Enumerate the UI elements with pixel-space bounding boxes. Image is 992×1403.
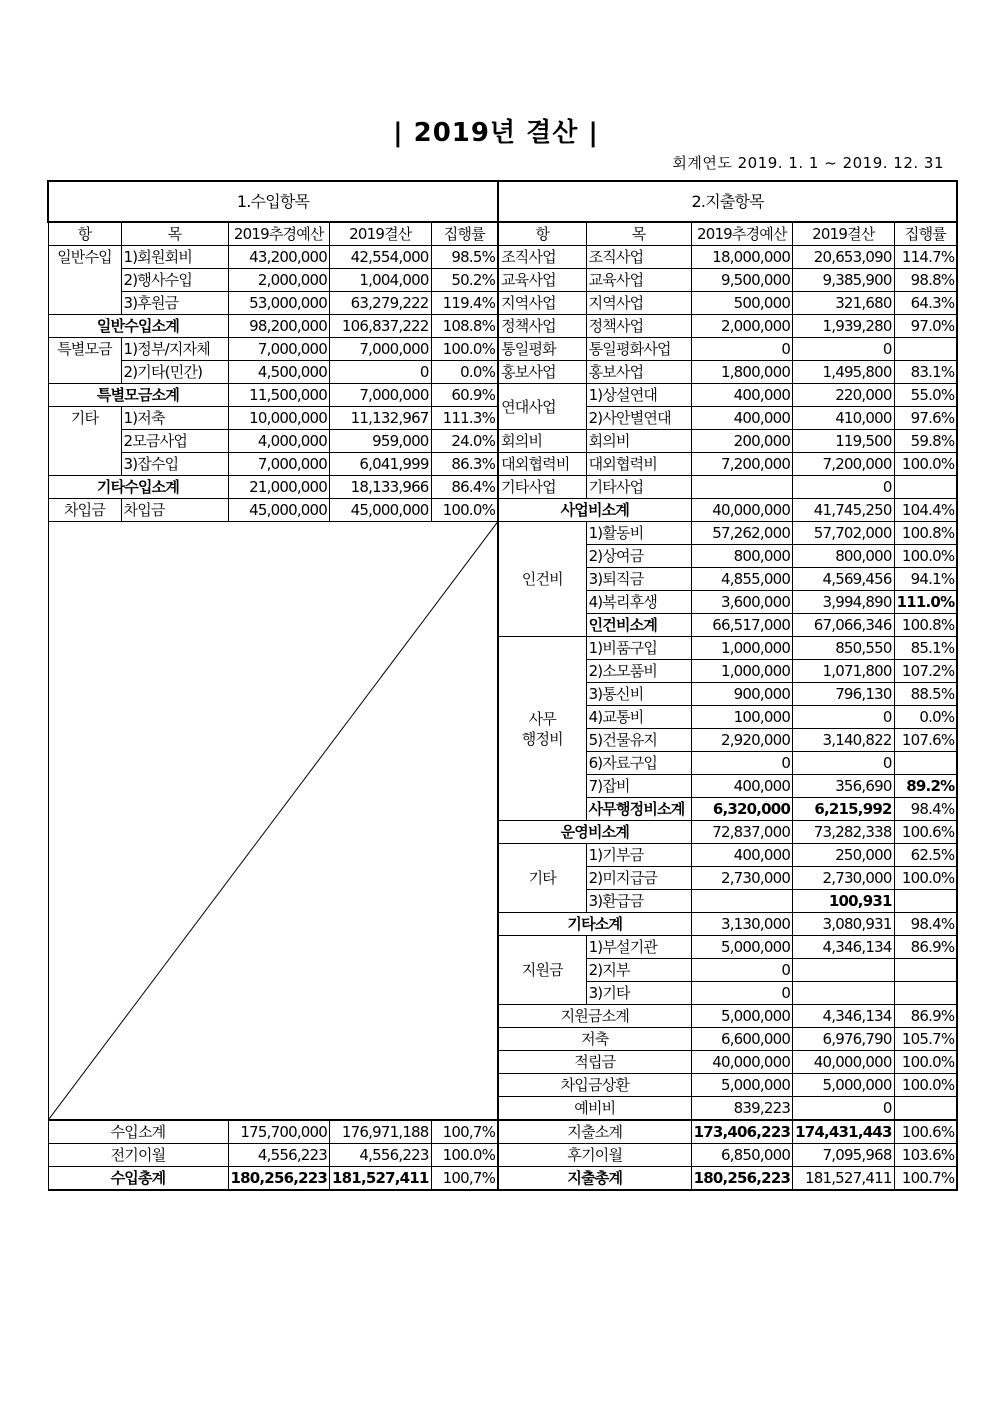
income-actual: 1,004,000 bbox=[330, 269, 432, 292]
expense-budget: 400,000 bbox=[691, 844, 793, 867]
expense-actual: 4,346,134 bbox=[793, 1005, 895, 1028]
income-rate: 111.3% bbox=[431, 407, 498, 430]
income-total-label: 수입총계 bbox=[48, 1167, 228, 1191]
expense-budget: 40,000,000 bbox=[691, 499, 793, 522]
table-row bbox=[48, 453, 957, 476]
income-rate: 0.0% bbox=[431, 361, 498, 384]
page-title: | 2019년 결산 | bbox=[393, 118, 599, 148]
expense-rate: 98.8% bbox=[894, 269, 957, 292]
expense-actual: 5,000,000 bbox=[793, 1074, 895, 1097]
expense-mok: 기타사업 bbox=[586, 476, 691, 499]
income-mok: 1)정부/지자체 bbox=[121, 338, 228, 361]
totals-row bbox=[48, 1144, 957, 1167]
expense-hang: 홍보사업 bbox=[498, 361, 586, 384]
expense-budget: 2,920,000 bbox=[691, 729, 793, 752]
expense-actual: 20,653,090 bbox=[793, 246, 895, 269]
section-header-row bbox=[48, 181, 957, 222]
expense-mok: 6)자료구입 bbox=[586, 752, 691, 775]
expense-group-solidarity: 연대사업 bbox=[498, 384, 586, 430]
expense-actual: 796,130 bbox=[793, 683, 895, 706]
expense-budget bbox=[691, 890, 793, 913]
expense-group-admin bbox=[498, 637, 586, 821]
income-rate: 119.4% bbox=[431, 292, 498, 315]
expense-actual: 174,431,443 bbox=[793, 1120, 895, 1144]
income-budget: 21,000,000 bbox=[228, 476, 330, 499]
diagonal-line bbox=[49, 522, 498, 1119]
expense-budget: 500,000 bbox=[691, 292, 793, 315]
expense-mok: 2)소모품비 bbox=[586, 660, 691, 683]
income-mok: 3)후원금 bbox=[121, 292, 228, 315]
expense-mok: 조직사업 bbox=[586, 246, 691, 269]
expense-mok: 2)지부 bbox=[586, 959, 691, 982]
expense-subtotal-label: 지원금소계 bbox=[498, 1005, 691, 1028]
expense-hang: 조직사업 bbox=[498, 246, 586, 269]
income-group-general: 일반수입 bbox=[48, 246, 121, 315]
expense-subtotal-label: 저축 bbox=[498, 1028, 691, 1051]
expense-mok: 7)잡비 bbox=[586, 775, 691, 798]
income-rate: 86.4% bbox=[431, 476, 498, 499]
expense-budget: 57,262,000 bbox=[691, 522, 793, 545]
expense-actual: 3,080,931 bbox=[793, 913, 895, 936]
expense-rate: 100.6% bbox=[894, 1120, 957, 1144]
expense-subtotal-label: 운영비소계 bbox=[498, 821, 691, 844]
expense-actual: 220,000 bbox=[793, 384, 895, 407]
expense-subtotal-label: 사무행정비소계 bbox=[586, 798, 691, 821]
income-budget: 4,500,000 bbox=[228, 361, 330, 384]
expense-rate bbox=[894, 752, 957, 775]
expense-actual: 410,000 bbox=[793, 407, 895, 430]
expense-hang: 통일평화 bbox=[498, 338, 586, 361]
expense-actual: 41,745,250 bbox=[793, 499, 895, 522]
expense-actual: 119,500 bbox=[793, 430, 895, 453]
expense-actual: 250,000 bbox=[793, 844, 895, 867]
expense-total-label: 후기이월 bbox=[498, 1144, 691, 1167]
income-budget: 98,200,000 bbox=[228, 315, 330, 338]
expense-rate: 100.0% bbox=[894, 867, 957, 890]
expense-hang: 회의비 bbox=[498, 430, 586, 453]
col-header: 집행률 bbox=[431, 222, 498, 246]
expense-budget: 6,600,000 bbox=[691, 1028, 793, 1051]
expense-actual: 1,071,800 bbox=[793, 660, 895, 683]
expense-actual: 850,550 bbox=[793, 637, 895, 660]
expense-budget: 6,320,000 bbox=[691, 798, 793, 821]
expense-budget: 173,406,223 bbox=[691, 1120, 793, 1144]
expense-group-support: 지원금 bbox=[498, 936, 586, 1005]
expense-mok: 회의비 bbox=[586, 430, 691, 453]
expense-rate: 86.9% bbox=[894, 936, 957, 959]
income-mok: 2모금사업 bbox=[121, 430, 228, 453]
expense-rate: 97.6% bbox=[894, 407, 957, 430]
table-row bbox=[48, 361, 957, 384]
expense-subtotal-label: 차입금상환 bbox=[498, 1074, 691, 1097]
expense-actual: 0 bbox=[793, 706, 895, 729]
expense-actual: 321,680 bbox=[793, 292, 895, 315]
col-header: 집행률 bbox=[894, 222, 957, 246]
expense-budget: 2,000,000 bbox=[691, 315, 793, 338]
expense-rate: 107.6% bbox=[894, 729, 957, 752]
expense-subtotal-label: 적립금 bbox=[498, 1051, 691, 1074]
table-row bbox=[48, 292, 957, 315]
expense-actual: 0 bbox=[793, 338, 895, 361]
expense-actual: 6,976,790 bbox=[793, 1028, 895, 1051]
expense-budget: 0 bbox=[691, 982, 793, 1005]
income-actual: 63,279,222 bbox=[330, 292, 432, 315]
expense-rate: 104.4% bbox=[894, 499, 957, 522]
table-row bbox=[48, 315, 957, 338]
income-actual: 6,041,999 bbox=[330, 453, 432, 476]
expense-rate: 62.5% bbox=[894, 844, 957, 867]
income-budget: 2,000,000 bbox=[228, 269, 330, 292]
expense-budget: 1,800,000 bbox=[691, 361, 793, 384]
expense-group-other: 기타 bbox=[498, 844, 586, 913]
table-row bbox=[48, 430, 957, 453]
income-mok: 2)행사수입 bbox=[121, 269, 228, 292]
income-actual: 7,000,000 bbox=[330, 338, 432, 361]
table-row bbox=[48, 476, 957, 499]
expense-rate: 100.0% bbox=[894, 1051, 957, 1074]
expense-actual bbox=[793, 959, 895, 982]
expense-rate bbox=[894, 476, 957, 499]
expense-mok: 4)교통비 bbox=[586, 706, 691, 729]
table-row bbox=[48, 522, 957, 545]
expense-rate: 100.0% bbox=[894, 453, 957, 476]
expense-mok: 1)비품구입 bbox=[586, 637, 691, 660]
expense-group-personnel: 인건비 bbox=[498, 522, 586, 637]
expense-mok: 2)상여금 bbox=[586, 545, 691, 568]
table-row bbox=[48, 269, 957, 292]
income-rate: 100.0% bbox=[431, 1144, 498, 1167]
expense-mok: 교육사업 bbox=[586, 269, 691, 292]
income-budget: 4,000,000 bbox=[228, 430, 330, 453]
income-actual: 181,527,411 bbox=[330, 1167, 432, 1191]
expense-rate: 105.7% bbox=[894, 1028, 957, 1051]
income-actual: 106,837,222 bbox=[330, 315, 432, 338]
expense-actual: 0 bbox=[793, 1097, 895, 1121]
income-budget: 53,000,000 bbox=[228, 292, 330, 315]
expense-budget bbox=[691, 476, 793, 499]
expense-rate: 55.0% bbox=[894, 384, 957, 407]
expense-budget: 0 bbox=[691, 752, 793, 775]
expense-subtotal-label: 예비비 bbox=[498, 1097, 691, 1121]
income-actual: 18,133,966 bbox=[330, 476, 432, 499]
expense-rate bbox=[894, 959, 957, 982]
expense-budget: 66,517,000 bbox=[691, 614, 793, 637]
income-actual: 959,000 bbox=[330, 430, 432, 453]
admin-label-line1: 사무 bbox=[528, 709, 556, 728]
expense-actual: 181,527,411 bbox=[793, 1167, 895, 1191]
expense-mok: 1)활동비 bbox=[586, 522, 691, 545]
expense-mok: 2)미지급금 bbox=[586, 867, 691, 890]
table-row bbox=[48, 338, 957, 361]
expense-rate: 59.8% bbox=[894, 430, 957, 453]
expense-budget: 0 bbox=[691, 959, 793, 982]
expense-budget: 2,730,000 bbox=[691, 867, 793, 890]
expense-actual: 6,215,992 bbox=[793, 798, 895, 821]
income-rate: 100,7% bbox=[431, 1120, 498, 1144]
income-mok: 차입금 bbox=[121, 499, 228, 522]
expense-actual: 57,702,000 bbox=[793, 522, 895, 545]
income-subtotal-label: 기타수입소계 bbox=[48, 476, 228, 499]
totals-row bbox=[48, 1167, 957, 1191]
table-row bbox=[48, 246, 957, 269]
expense-rate: 83.1% bbox=[894, 361, 957, 384]
expense-actual: 356,690 bbox=[793, 775, 895, 798]
income-actual: 42,554,000 bbox=[330, 246, 432, 269]
expense-mok: 지역사업 bbox=[586, 292, 691, 315]
expense-budget: 1,000,000 bbox=[691, 637, 793, 660]
expense-rate bbox=[894, 338, 957, 361]
income-mok: 1)회원회비 bbox=[121, 246, 228, 269]
expense-total-label: 지출소계 bbox=[498, 1120, 691, 1144]
col-header: 목 bbox=[586, 222, 691, 246]
expense-rate: 94.1% bbox=[894, 568, 957, 591]
expense-actual: 67,066,346 bbox=[793, 614, 895, 637]
income-actual: 4,556,223 bbox=[330, 1144, 432, 1167]
income-budget: 175,700,000 bbox=[228, 1120, 330, 1144]
expense-actual: 1,495,800 bbox=[793, 361, 895, 384]
income-section-title: 1.수입항목 bbox=[48, 181, 498, 222]
income-actual: 0 bbox=[330, 361, 432, 384]
expense-budget: 6,850,000 bbox=[691, 1144, 793, 1167]
expense-rate: 100.0% bbox=[894, 1074, 957, 1097]
expense-mok: 1)기부금 bbox=[586, 844, 691, 867]
income-rate: 98.5% bbox=[431, 246, 498, 269]
income-total-label: 전기이월 bbox=[48, 1144, 228, 1167]
expense-section-title: 2.지출항목 bbox=[498, 181, 957, 222]
expense-subtotal-label: 사업비소계 bbox=[498, 499, 691, 522]
expense-mok: 2)사안별연대 bbox=[586, 407, 691, 430]
table-row bbox=[48, 384, 957, 407]
expense-actual: 800,000 bbox=[793, 545, 895, 568]
expense-hang: 교육사업 bbox=[498, 269, 586, 292]
expense-actual: 7,095,968 bbox=[793, 1144, 895, 1167]
expense-hang: 대외협력비 bbox=[498, 453, 586, 476]
expense-rate: 100.8% bbox=[894, 614, 957, 637]
expense-rate bbox=[894, 1097, 957, 1121]
expense-actual bbox=[793, 982, 895, 1005]
expense-rate: 89.2% bbox=[894, 775, 957, 798]
income-total-label: 수입소계 bbox=[48, 1120, 228, 1144]
expense-rate: 88.5% bbox=[894, 683, 957, 706]
income-rate: 60.9% bbox=[431, 384, 498, 407]
expense-budget: 5,000,000 bbox=[691, 1074, 793, 1097]
col-header: 2019결산 bbox=[793, 222, 895, 246]
expense-budget: 200,000 bbox=[691, 430, 793, 453]
col-header: 2019결산 bbox=[330, 222, 432, 246]
column-header-row bbox=[48, 222, 957, 246]
expense-mok: 홍보사업 bbox=[586, 361, 691, 384]
expense-budget: 0 bbox=[691, 338, 793, 361]
income-rate: 100.0% bbox=[431, 338, 498, 361]
expense-budget: 18,000,000 bbox=[691, 246, 793, 269]
expense-actual: 100,931 bbox=[793, 890, 895, 913]
income-actual: 176,971,188 bbox=[330, 1120, 432, 1144]
expense-rate: 98.4% bbox=[894, 913, 957, 936]
expense-actual: 0 bbox=[793, 752, 895, 775]
expense-budget: 3,130,000 bbox=[691, 913, 793, 936]
blank-diagonal-cell bbox=[48, 522, 498, 1121]
expense-budget: 3,600,000 bbox=[691, 591, 793, 614]
income-budget: 4,556,223 bbox=[228, 1144, 330, 1167]
income-budget: 11,500,000 bbox=[228, 384, 330, 407]
income-budget: 43,200,000 bbox=[228, 246, 330, 269]
expense-rate: 114.7% bbox=[894, 246, 957, 269]
expense-actual: 2,730,000 bbox=[793, 867, 895, 890]
expense-actual: 7,200,000 bbox=[793, 453, 895, 476]
expense-rate bbox=[894, 982, 957, 1005]
income-rate: 50.2% bbox=[431, 269, 498, 292]
expense-hang: 기타사업 bbox=[498, 476, 586, 499]
income-group-other: 기타 bbox=[48, 407, 121, 476]
income-budget: 180,256,223 bbox=[228, 1167, 330, 1191]
expense-mok: 대외협력비 bbox=[586, 453, 691, 476]
expense-rate: 100.0% bbox=[894, 545, 957, 568]
expense-actual: 1,939,280 bbox=[793, 315, 895, 338]
expense-budget: 800,000 bbox=[691, 545, 793, 568]
income-budget: 10,000,000 bbox=[228, 407, 330, 430]
income-rate: 24.0% bbox=[431, 430, 498, 453]
expense-mok: 3)통신비 bbox=[586, 683, 691, 706]
expense-actual: 3,140,822 bbox=[793, 729, 895, 752]
income-budget: 45,000,000 bbox=[228, 499, 330, 522]
expense-mok: 3)퇴직금 bbox=[586, 568, 691, 591]
expense-rate: 100.7% bbox=[894, 1167, 957, 1191]
expense-budget: 72,837,000 bbox=[691, 821, 793, 844]
expense-mok: 5)건물유지 bbox=[586, 729, 691, 752]
income-mok: 2)기타(민간) bbox=[121, 361, 228, 384]
col-header: 항 bbox=[48, 222, 121, 246]
income-mok: 3)잡수입 bbox=[121, 453, 228, 476]
expense-rate: 107.2% bbox=[894, 660, 957, 683]
expense-budget: 40,000,000 bbox=[691, 1051, 793, 1074]
expense-actual: 9,385,900 bbox=[793, 269, 895, 292]
expense-rate: 100.8% bbox=[894, 522, 957, 545]
expense-rate: 64.3% bbox=[894, 292, 957, 315]
expense-rate: 97.0% bbox=[894, 315, 957, 338]
expense-actual: 40,000,000 bbox=[793, 1051, 895, 1074]
expense-total-label: 지출총계 bbox=[498, 1167, 691, 1191]
expense-budget: 900,000 bbox=[691, 683, 793, 706]
income-mok: 1)저축 bbox=[121, 407, 228, 430]
income-group-loan: 차입금 bbox=[48, 499, 121, 522]
expense-rate: 86.9% bbox=[894, 1005, 957, 1028]
expense-rate: 100.6% bbox=[894, 821, 957, 844]
expense-budget: 9,500,000 bbox=[691, 269, 793, 292]
expense-actual: 3,994,890 bbox=[793, 591, 895, 614]
expense-mok: 3)기타 bbox=[586, 982, 691, 1005]
income-rate: 108.8% bbox=[431, 315, 498, 338]
expense-mok: 통일평화사업 bbox=[586, 338, 691, 361]
expense-rate: 103.6% bbox=[894, 1144, 957, 1167]
income-subtotal-label: 일반수입소계 bbox=[48, 315, 228, 338]
expense-budget: 400,000 bbox=[691, 775, 793, 798]
fiscal-period: 회계연도 2019. 1. 1 ~ 2019. 12. 31 bbox=[672, 154, 944, 172]
expense-budget: 400,000 bbox=[691, 384, 793, 407]
col-header: 항 bbox=[498, 222, 586, 246]
expense-budget: 400,000 bbox=[691, 407, 793, 430]
expense-mok: 3)환급금 bbox=[586, 890, 691, 913]
income-rate: 100,7% bbox=[431, 1167, 498, 1191]
expense-budget: 1,000,000 bbox=[691, 660, 793, 683]
expense-budget: 180,256,223 bbox=[691, 1167, 793, 1191]
expense-mok: 정책사업 bbox=[586, 315, 691, 338]
expense-budget: 5,000,000 bbox=[691, 936, 793, 959]
col-header: 목 bbox=[121, 222, 228, 246]
income-budget: 7,000,000 bbox=[228, 338, 330, 361]
expense-subtotal-label: 기타소계 bbox=[498, 913, 691, 936]
income-rate: 100.0% bbox=[431, 499, 498, 522]
table-row bbox=[48, 499, 957, 522]
expense-rate: 85.1% bbox=[894, 637, 957, 660]
expense-rate: 98.4% bbox=[894, 798, 957, 821]
expense-hang: 정책사업 bbox=[498, 315, 586, 338]
income-actual: 45,000,000 bbox=[330, 499, 432, 522]
expense-budget: 7,200,000 bbox=[691, 453, 793, 476]
expense-budget: 100,000 bbox=[691, 706, 793, 729]
expense-mok: 4)복리후생 bbox=[586, 591, 691, 614]
expense-subtotal-label: 인건비소계 bbox=[586, 614, 691, 637]
expense-actual: 4,346,134 bbox=[793, 936, 895, 959]
expense-actual: 73,282,338 bbox=[793, 821, 895, 844]
admin-label-line2: 행정비 bbox=[521, 729, 563, 748]
income-actual: 7,000,000 bbox=[330, 384, 432, 407]
expense-budget: 4,855,000 bbox=[691, 568, 793, 591]
expense-budget: 839,223 bbox=[691, 1097, 793, 1121]
expense-actual: 4,569,456 bbox=[793, 568, 895, 591]
expense-rate: 111.0% bbox=[894, 591, 957, 614]
income-actual: 11,132,967 bbox=[330, 407, 432, 430]
income-subtotal-label: 특별모금소계 bbox=[48, 384, 228, 407]
expense-mok: 1)상설연대 bbox=[586, 384, 691, 407]
expense-budget: 5,000,000 bbox=[691, 1005, 793, 1028]
expense-mok: 1)부설기관 bbox=[586, 936, 691, 959]
expense-rate: 0.0% bbox=[894, 706, 957, 729]
income-group-special: 특별모금 bbox=[48, 338, 121, 384]
expense-rate bbox=[894, 890, 957, 913]
totals-row bbox=[48, 1120, 957, 1144]
col-header: 2019추경예산 bbox=[691, 222, 793, 246]
expense-actual: 0 bbox=[793, 476, 895, 499]
settlement-table bbox=[47, 180, 958, 1191]
income-rate: 86.3% bbox=[431, 453, 498, 476]
col-header: 2019추경예산 bbox=[228, 222, 330, 246]
expense-hang: 지역사업 bbox=[498, 292, 586, 315]
income-budget: 7,000,000 bbox=[228, 453, 330, 476]
